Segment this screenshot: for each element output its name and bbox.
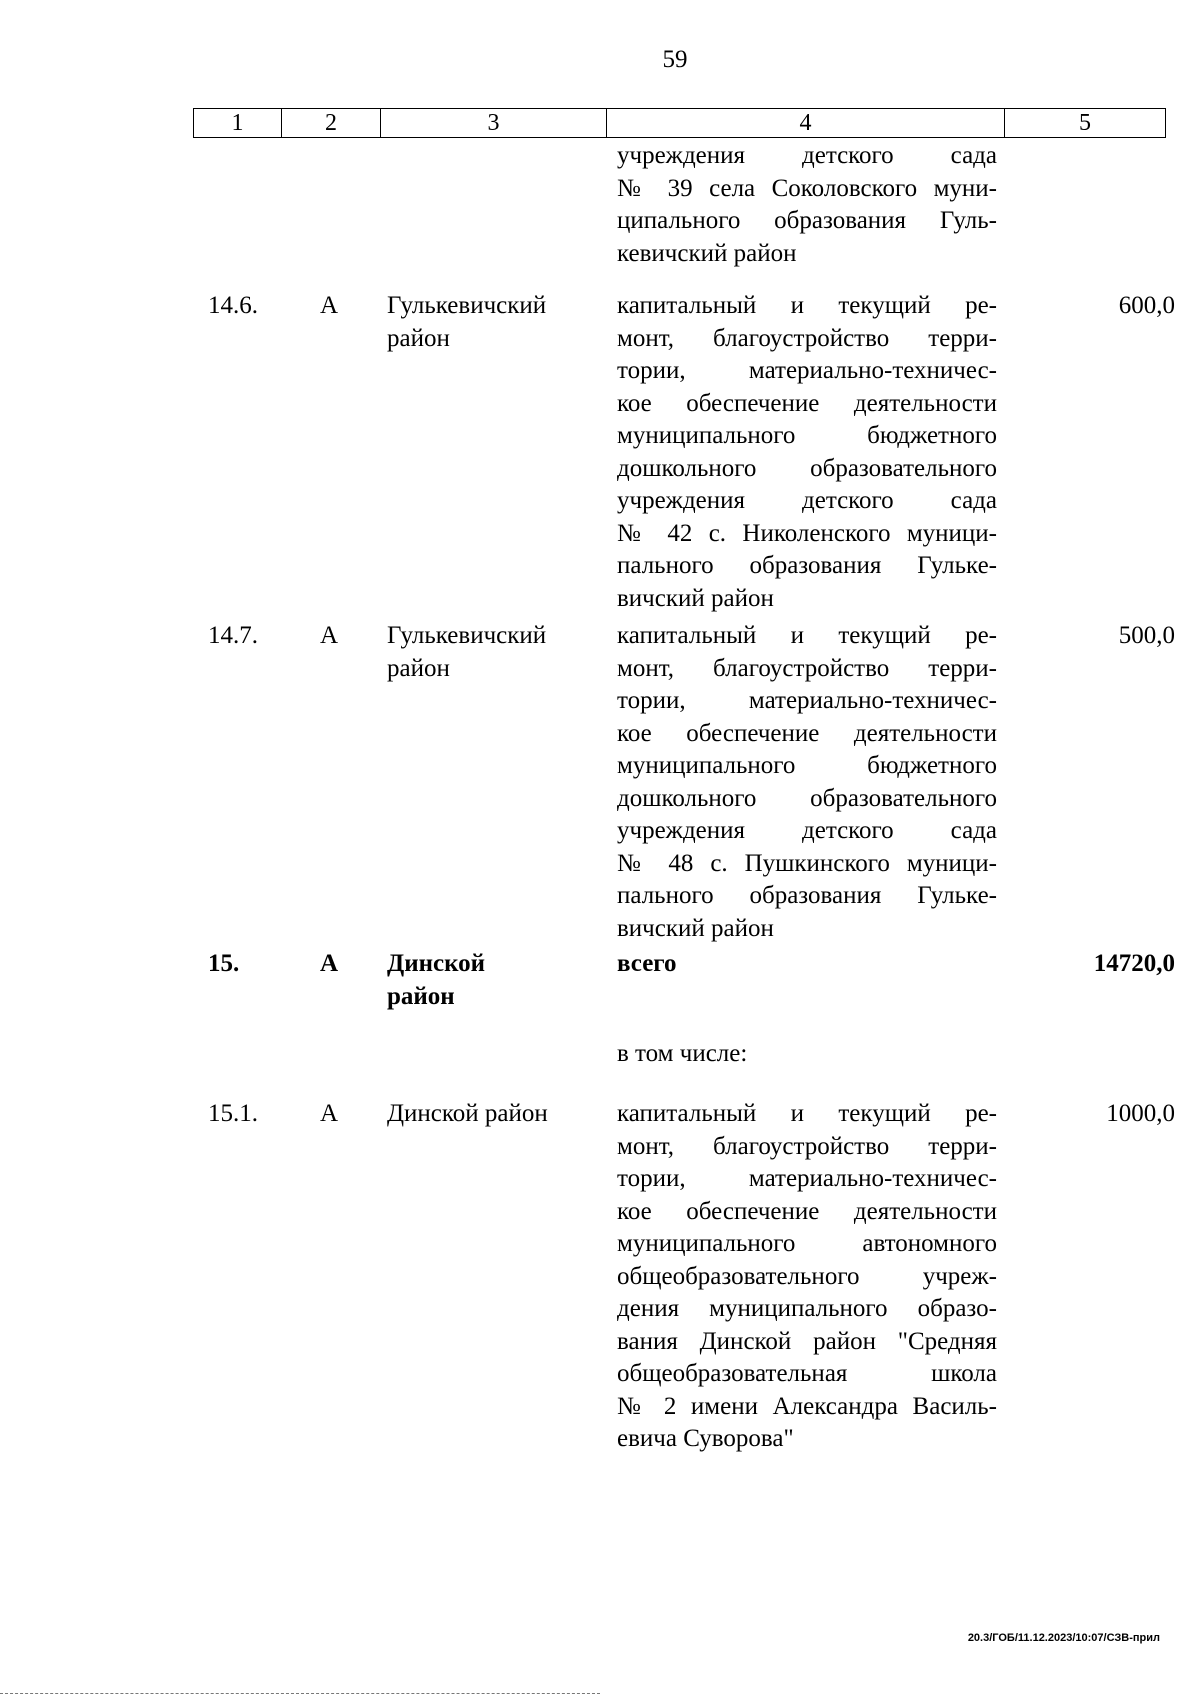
header-col-2: 2 [282,109,381,137]
description-line: дения муниципального образо- [617,1295,997,1322]
description-line: пального образования Гульке- [617,552,997,579]
description-cell [617,948,997,981]
region-line: Гулькевичский [387,292,547,319]
description-line: тории, материально-техничес- [617,357,997,384]
description-line: монт, благоустройство терри- [617,1132,997,1160]
description-line: муниципального бюджетного [617,752,997,779]
description-line: капитальный и текущий ре- [617,1100,997,1127]
region-line: район [387,654,450,682]
description-line: ципального образования Гуль- [617,207,997,234]
description-line: тории, материально-техничес- [617,1165,997,1192]
description-line: монт, благоустройство терри- [617,654,997,682]
description-line: общеобразовательного учреж- [617,1262,997,1290]
header-col-1: 1 [194,109,282,137]
row-amount: 1000,0 [1106,1100,1175,1127]
description-cell [617,290,997,615]
description-line: тории, материально-техничес- [617,687,997,714]
description-line: монт, благоустройство терри- [617,324,997,352]
description-line: учреждения детского сада [617,142,997,169]
table-row [0,1098,1200,1478]
description-line: кевичский район [617,239,797,267]
table-body [0,140,1200,1478]
description-line: кое обеспечение деятельности [617,719,997,747]
description-line: № 2 имени Александра Василь- [617,1392,997,1420]
table-header-row [193,108,1166,138]
description-line: кое обеспечение деятельности [617,389,997,417]
region-line: район [387,324,450,352]
description-line: № 42 с. Николенского муници- [617,519,997,547]
table-row-continuation [0,140,1200,290]
description-line: дошкольного образовательного [617,454,997,482]
description-line: № 39 села Соколовского муни- [617,174,997,202]
table-row-total [0,948,1200,1038]
description-line: муниципального автономного [617,1230,997,1257]
header-col-5: 5 [1079,110,1091,136]
row-region [387,1098,597,1131]
description-line: вичский район [617,914,774,942]
table-row [0,290,1200,620]
description-line: евича Суворова" [617,1425,794,1452]
description-line: № 48 с. Пушкинского муници- [617,849,997,877]
region-line: Гулькевичский [387,622,547,649]
description-line: муниципального бюджетного [617,422,997,449]
region-line: район [387,982,455,1010]
table-row [0,620,1200,948]
description-line: учреждения детского сада [617,817,997,844]
description-line: вичский район [617,584,774,612]
description-line: учреждения детского сада [617,487,997,514]
row-category: А [320,950,339,977]
description-line: капитальный и текущий ре- [617,292,997,319]
description-line: пального образования Гульке- [617,882,997,909]
table-row-note [0,1038,1200,1098]
note-text: в том числе: [617,1040,748,1067]
row-amount: 14720,0 [1093,950,1175,977]
row-region [387,948,597,1013]
row-amount: 600,0 [1118,292,1175,319]
row-region [387,290,597,355]
description-line: вания Динской район "Средняя [617,1327,997,1355]
row-number: 14.6. [208,292,258,319]
description-line: общеобразовательная школа [617,1360,997,1387]
page-number: 59 [662,46,688,73]
row-category: А [320,1100,339,1127]
description-line: кое обеспечение деятельности [617,1197,997,1225]
region-line: Динской район [387,1100,548,1127]
description-line: дошкольного образовательного [617,784,997,812]
description-line: капитальный и текущий ре- [617,622,997,649]
description-cell [617,1098,997,1456]
scan-edge-line [0,1693,600,1694]
header-col-3: 3 [381,109,607,137]
row-number: 15.1. [208,1100,258,1127]
row-region [387,620,597,685]
description-line: всего [617,950,677,977]
row-category: А [320,292,339,319]
row-category: А [320,622,339,649]
header-col-4: 4 [607,109,1005,137]
region-line: Динской [387,950,486,977]
document-code: 20.3/ГОБ/11.12.2023/10:07/СЗВ-прил [967,1632,1160,1644]
description-cell [617,620,997,945]
row-amount: 500,0 [1118,622,1175,649]
row-number: 14.7. [208,622,258,649]
row-number: 15. [208,950,240,977]
description-cell [617,140,997,270]
